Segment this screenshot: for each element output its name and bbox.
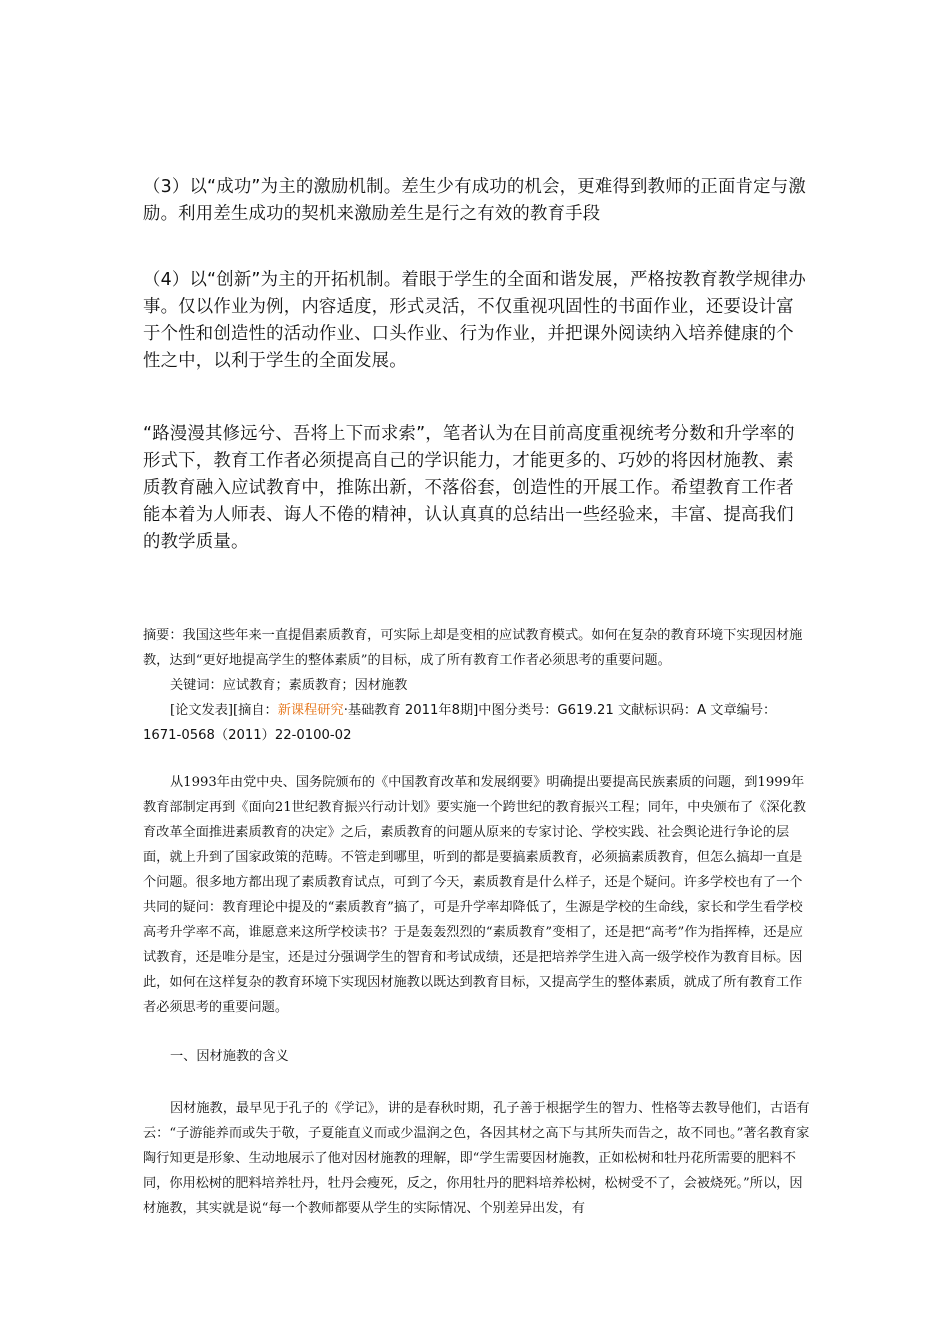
publication-prefix: [论文发表][摘自： xyxy=(170,703,278,718)
keywords: 关键词：应试教育；素质教育；因材施教 xyxy=(170,678,408,693)
body-paragraph-background: 从1993年由党中央、国务院颁布的《中国教育改革和发展纲要》明确提出要提高民族素质的问题，到1999年教育部制定再到《面向21世纪教育振兴行动计划》要实施一个跨世纪的教育振兴工程；同年，中央颁布了《深化教育改革全面推进素质教育的决定》之后，素质教育的问题从原来的专家讨论、学校实践、社会舆论进行争论的层面，就上升到了国家政策的范畴。不管走到哪里，听到的都是要搞素质教育，必须搞素质教育，但怎么搞却一直是个问题。很多地方都出现了素质教育试点，可到了今天，素质教育是什么样子，还是个疑问。许多学校也有了一个共同的疑问：教育理论中提及的“素质教育”搞了，可是升学率却降低了，生源是学校的生命线，家长和学生看学校高考升学率不高，谁愿意来这所学校读书？于是轰轰烈烈的“素质教育”变相了，还是把“高考”作为指挥棒，还是应试教育，还是唯分是宝，还是过分强调学生的智育和考试成绩，还是把培养学生进入高一级学校作为教育目标。因此，如何在这样复杂的教育环境下实现因材施教以既达到教育目标，又提高学生的整体素质，就成了所有教育工作者必须思考的重要问题。 xyxy=(143,775,806,1015)
body-paragraph-definition: 因材施教，最早见于孔子的《学记》，讲的是春秋时期，孔子善于根据学生的智力、性格等去教导他们，古语有云：“子游能养而或失于敬，子夏能直义而或少温润之色，各因其材之高下与其所失而告之，故不同也。”著名教育家陶行知更是形象、生动地展示了他对因材施教的理解，即“学生需要因材施教，正如松树和牡丹花所需要的肥料不同，你用松树的肥料培养牡丹，牡丹会瘦死，反之，你用牡丹的肥料培养松树，松树受不了，会被烧死。”所以，因材施教，其实就是说“每一个教师都要从学生的实际情况、个别差异出发，有 xyxy=(143,1101,810,1216)
paragraph-incentive-mechanism: （3）以“成功”为主的激励机制。差生少有成功的机会，更难得到教师的正面肯定与激励。利用差生成功的契机来激励差生是行之有效的教育手段 xyxy=(143,177,806,224)
journal-link[interactable]: 新课程研究 xyxy=(277,703,344,718)
publication-info xyxy=(143,698,811,748)
publication-details: ·基础教育 2011年8期]中图分类号：G619.21 文献标识码：A 文章编号：1671-0568（2011）22-0100-02 xyxy=(143,703,777,743)
abstract: 摘要：我国这些年来一直提倡素质教育，可实际上却是变相的应试教育模式。如何在复杂的教育环境下实现因材施教，达到“更好地提高学生的整体素质”的目标，成了所有教育工作者必须思考的重要问题。 xyxy=(143,628,803,668)
paragraph-conclusion: “路漫漫其修远兮、吾将上下而求索”，笔者认为在目前高度重视统考分数和升学率的形式下，教育工作者必须提高自己的学识能力，才能更多的、巧妙的将因材施教、素质教育融入应试教育中，推陈出新，不落俗套，创造性的开展工作。希望教育工作者能本着为人师表、诲人不倦的精神，认认真真的总结出一些经验来，丰富、提高我们的教学质量。 xyxy=(143,424,795,552)
paragraph-innovation-mechanism: （4）以“创新”为主的开拓机制。着眼于学生的全面和谐发展，严格按教育教学规律办事。仅以作业为例，内容适度，形式灵活，不仅重视巩固性的书面作业，还要设计富于个性和创造性的活动作业、口头作业、行为作业，并把课外阅读纳入培养健康的个性之中，以利于学生的全面发展。 xyxy=(143,270,806,371)
section-heading: 一、因材施教的含义 xyxy=(170,1049,289,1064)
